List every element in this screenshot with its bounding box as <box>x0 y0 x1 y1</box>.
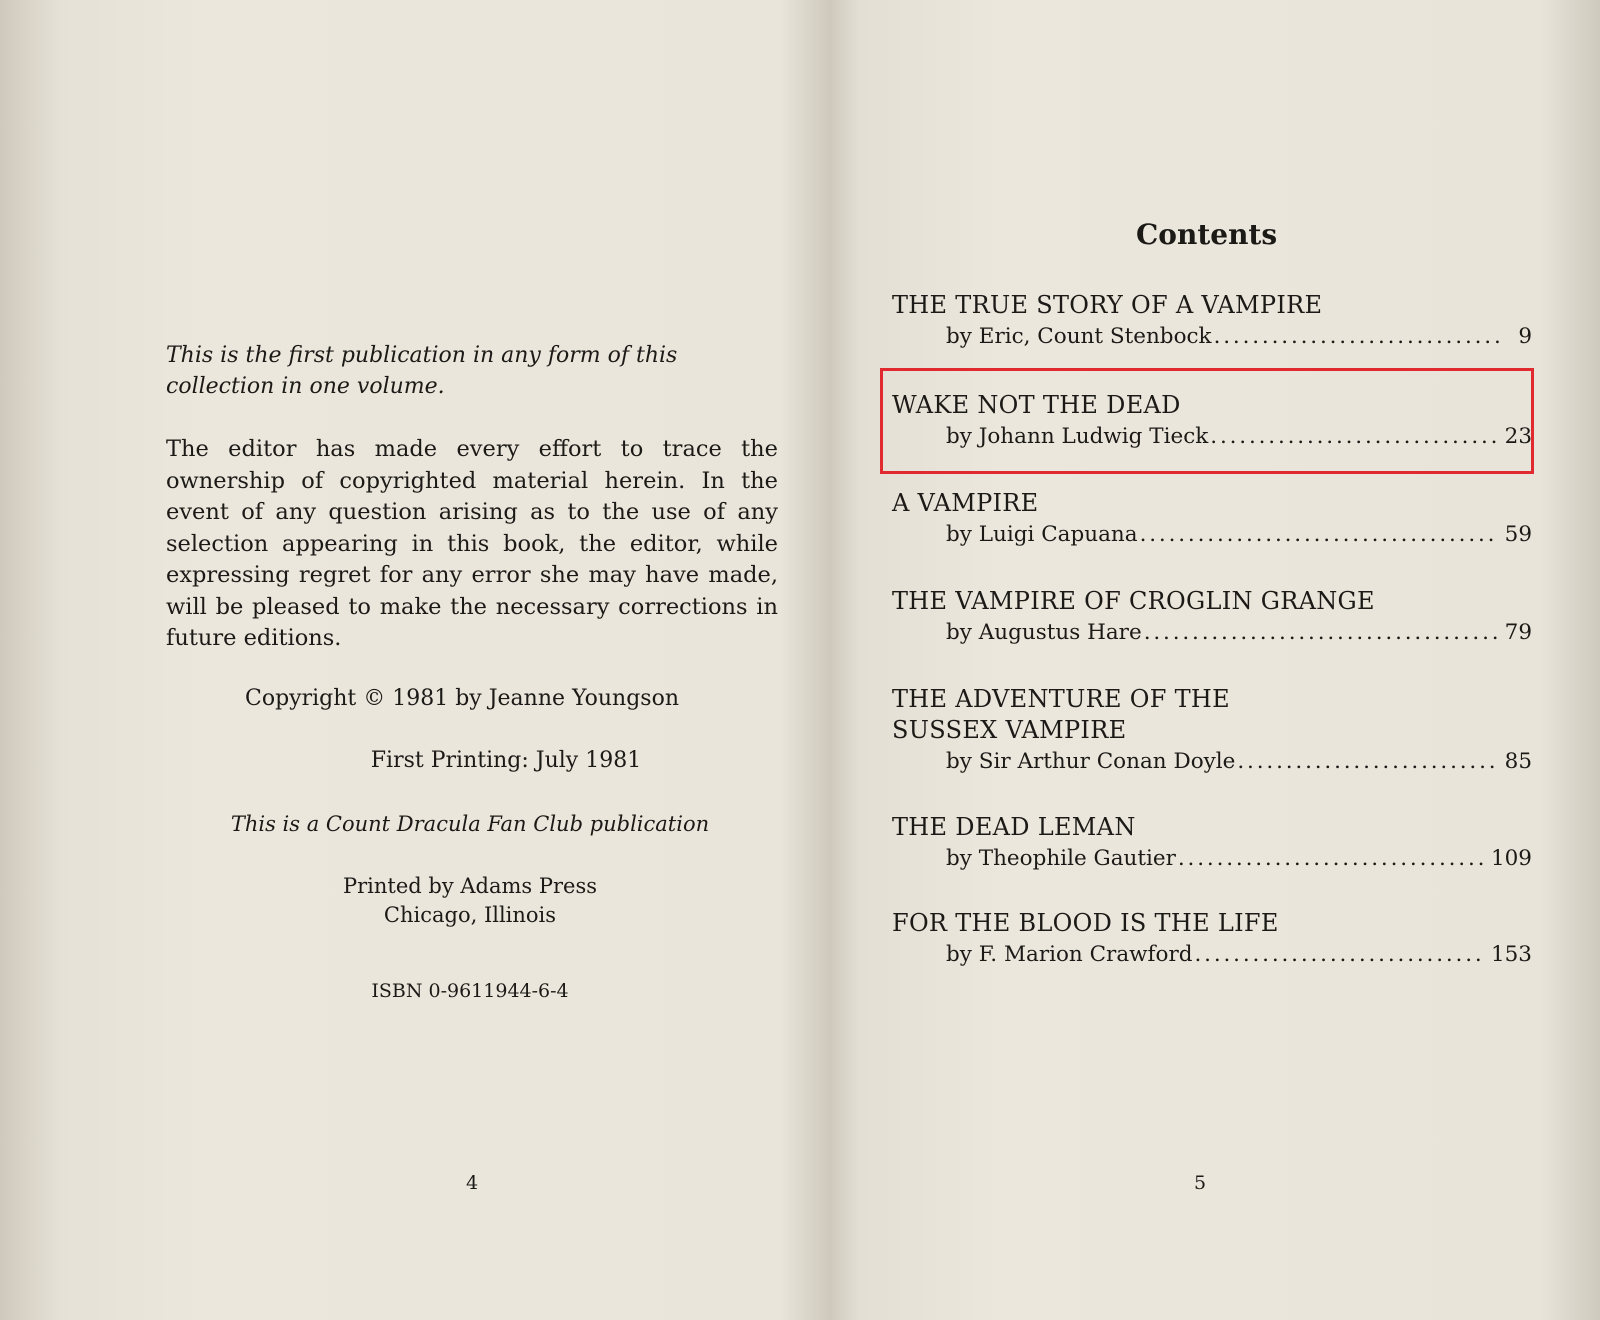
toc-entry-author: by Luigi Capuana <box>946 522 1138 547</box>
right-page <box>836 0 1600 1320</box>
copyright-line: Copyright © 1981 by Jeanne Youngson <box>245 686 679 711</box>
right-page-number: 5 <box>1194 1172 1207 1194</box>
show-through-text <box>170 215 177 245</box>
toc-entry-page: 109 <box>1490 846 1532 871</box>
toc-entry-author: by Sir Arthur Conan Doyle <box>946 749 1236 774</box>
toc-entry-title: FOR THE BLOOD IS THE LIFE <box>892 909 1279 937</box>
toc-entry-title: A VAMPIRE <box>892 489 1039 517</box>
leader-dots <box>1237 746 1498 778</box>
contents-heading: Contents <box>1136 218 1278 251</box>
toc-entry-title: THE ADVENTURE OF THE <box>892 685 1230 713</box>
toc-entry <box>892 488 1532 551</box>
toc-entry-title: THE TRUE STORY OF A VAMPIRE <box>892 291 1323 319</box>
toc-entry-page: 153 <box>1490 942 1532 967</box>
printer-city: Chicago, Illinois <box>383 903 557 927</box>
toc-entry-page: 59 <box>1504 522 1532 547</box>
toc-entry <box>892 684 1532 778</box>
toc-entry-page: 23 <box>1504 424 1532 449</box>
toc-entry <box>892 812 1532 875</box>
toc-entry-page: 79 <box>1504 620 1532 645</box>
toc-entry-title: THE VAMPIRE OF CROGLIN GRANGE <box>892 587 1375 615</box>
leader-dots <box>1178 843 1485 875</box>
leader-dots <box>1140 519 1499 551</box>
printer-info <box>160 872 780 930</box>
club-publication-line: This is a Count Dracula Fan Club publication <box>230 812 710 836</box>
leader-dots <box>1194 939 1484 971</box>
toc-entry <box>892 586 1532 649</box>
toc-entry-author: by Theophile Gautier <box>946 846 1176 871</box>
toc-entry-title: THE DEAD LEMAN <box>892 813 1136 841</box>
leader-dots <box>1144 617 1499 649</box>
toc-entry-page: 9 <box>1518 324 1532 349</box>
toc-entry-page: 85 <box>1504 749 1532 774</box>
first-printing-line: First Printing: July 1981 <box>370 748 642 773</box>
toc-entry-title: WAKE NOT THE DEAD <box>892 391 1181 419</box>
toc-entry-author: by F. Marion Crawford <box>946 942 1193 967</box>
toc-entry-author: by Eric, Count Stenbock <box>946 324 1212 349</box>
toc-entry-author: by Augustus Hare <box>946 620 1142 645</box>
toc-entry <box>892 908 1532 971</box>
first-publication-note: This is the first publication in any form of this collection in one volume. <box>166 343 678 399</box>
leader-dots <box>1214 321 1500 353</box>
toc-entry-author: by Johann Ludwig Tieck <box>946 424 1209 449</box>
isbn-line: ISBN 0-9611944-6-4 <box>371 980 569 1002</box>
highlight-box <box>880 368 1534 474</box>
toc-entry <box>892 290 1532 353</box>
left-page-number: 4 <box>466 1172 479 1194</box>
editor-note: The editor has made every effort to trace the ownership of copyrighted material herein. In the event of any question arising as to the use of any selection appearing in this book, the editor, while expressing regret for any error she may have made, will be pleased to make the necessary corrections in future editions. <box>166 436 778 651</box>
toc-entry-title-line2: SUSSEX VAMPIRE <box>892 716 1127 744</box>
printer-name: Printed by Adams Press <box>342 874 598 898</box>
